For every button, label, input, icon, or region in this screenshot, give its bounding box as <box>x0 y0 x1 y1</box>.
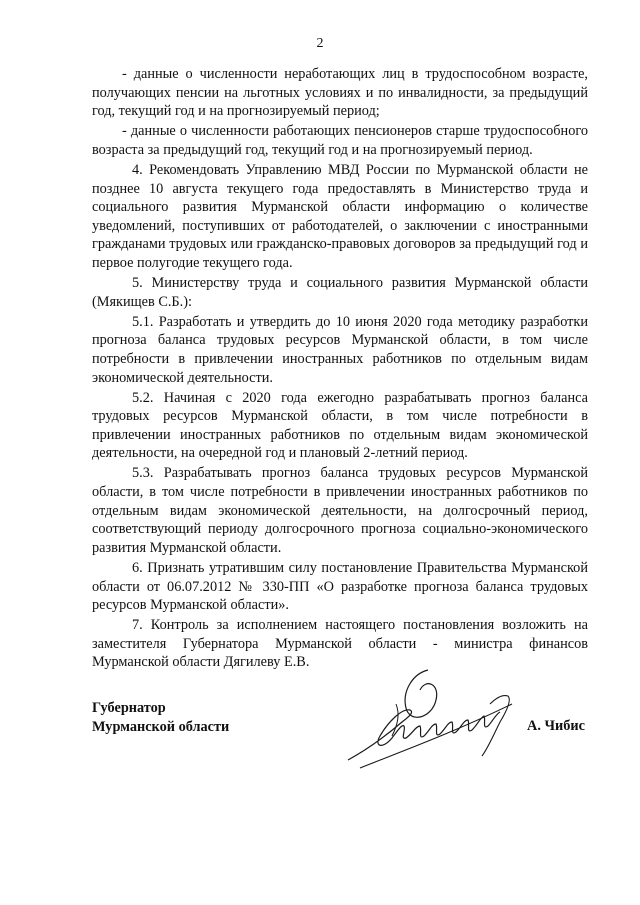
signatory-title-line-1: Губернатор <box>92 700 166 716</box>
paragraph-item-5: 5. Министерству труда и социального развития Мурманской области (Мякищев С.Б.): <box>92 275 588 310</box>
signatory-title-line-2: Мурманской области <box>92 718 230 735</box>
paragraph-unemployed-data: - данные о численности неработающих лиц в трудоспособном возрасте, получающих пенсии на льготных условиях и по инвалидности, за предыдущий год, текущий год и на прогнозируемый период; <box>92 66 588 120</box>
paragraph-item-6: 6. Признать утратившим силу постановление Правительства Мурманской области от 06.07.2012 № 330-ПП «О разработке прогноза баланса трудовых ресурсов Мурманской области». <box>92 559 588 614</box>
page-number: 2 <box>316 36 324 51</box>
document-body <box>92 65 588 674</box>
paragraph-item-5-3: 5.3. Разрабатывать прогноз баланса трудовых ресурсов Мурманской области, в том числе потребности в привлечении иностранных работников по отдельным видам экономической деятельности, на долгосрочный период, соответствующий периоду долгосрочного прогноза социально-экономического развития Мурманской области. <box>92 465 588 556</box>
paragraph-working-pensioners-data: - данные о численности работающих пенсионеров старше трудоспособного возраста за предыдущий год, текущий год и на прогнозируемый период. <box>92 123 588 158</box>
handwritten-signature <box>340 664 520 784</box>
signatory-name: А. Чибис <box>527 718 585 734</box>
signatory-title <box>92 699 229 736</box>
paragraph-item-4: 4. Рекомендовать Управлению МВД России по Мурманской области не позднее 10 августа текущего года предоставлять в Министерство труда и социального развития Мурманской области информацию о количестве уведомлений, поступивших от работодателей, о заключении с иностранными гражданами трудовых или гражданско-правовых договоров за предыдущий год и первое полугодие текущего года. <box>92 161 588 271</box>
paragraph-item-5-1: 5.1. Разработать и утвердить до 10 июня 2020 года методику разработки прогноза баланса трудовых ресурсов Мурманской области, в том числе потребности в привлечении иностранных работников по отдельным видам экономической деятельности. <box>92 313 588 386</box>
paragraph-item-7: 7. Контроль за исполнением настоящего постановления возложить на заместителя Губернатора Мурманской области - министра финансов Мурманской области Дягилеву Е.В. <box>92 617 588 671</box>
paragraph-item-5-2: 5.2. Начиная с 2020 года ежегодно разрабатывать прогноз баланса трудовых ресурсов Мурманской области, в том числе потребности в привлечении иностранных работников по отдельным видам экономической деятельности, на очередной год и плановый 2-летний период. <box>92 389 588 462</box>
